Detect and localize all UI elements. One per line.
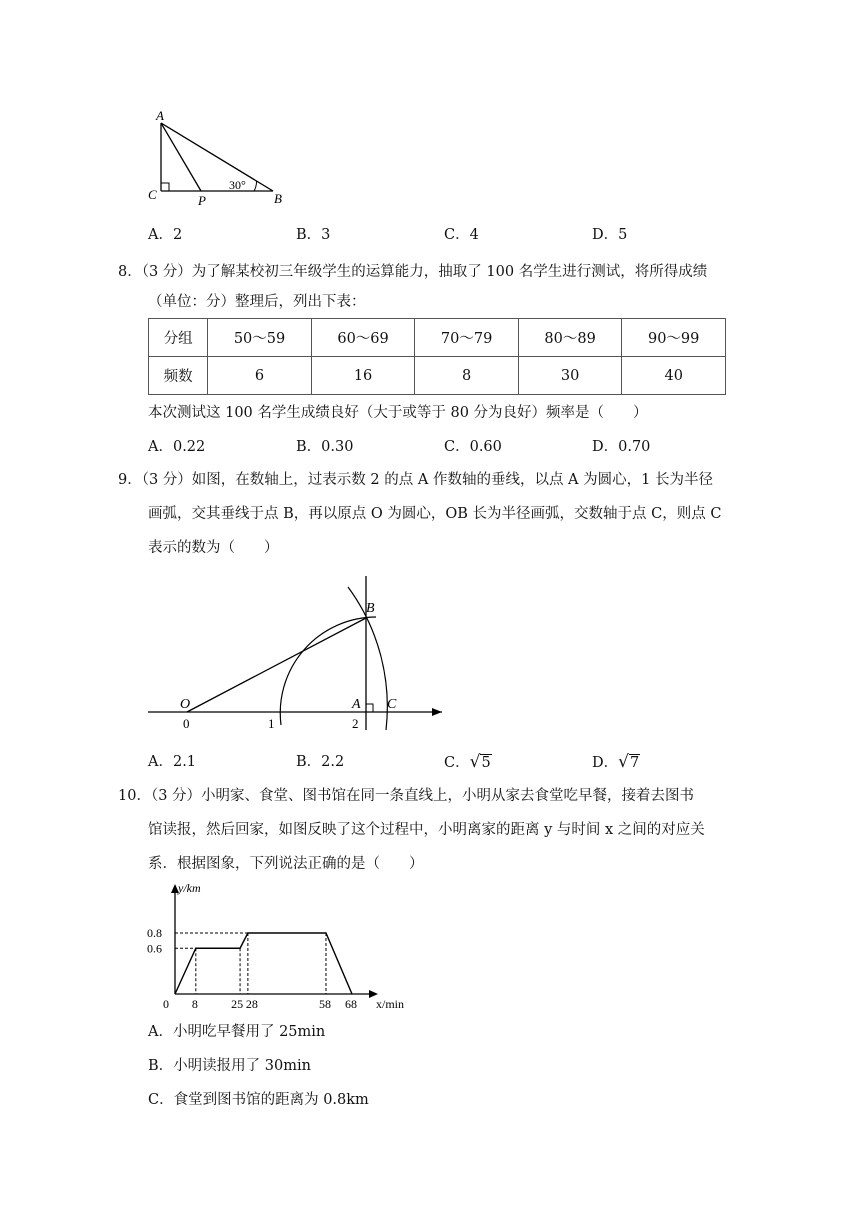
option-c-label: C．: [444, 755, 470, 771]
q7-option-a[interactable]: A．2: [148, 227, 183, 243]
x-tick-label: 8: [191, 997, 198, 1010]
y-tick-label: 0.8: [147, 926, 162, 940]
table-cell: 8: [415, 357, 519, 395]
label-b: B: [366, 601, 375, 616]
q7-triangle-figure: [140, 105, 300, 210]
sqrt-icon: √: [469, 752, 481, 772]
q9-number-line-figure: [140, 570, 460, 740]
table-header-cell: 80～89: [518, 319, 622, 357]
option-c-radicand: 5: [481, 755, 491, 771]
label-a: A: [156, 108, 164, 123]
q9-stem-line2: 画弧，交其垂线于点 B，再以原点 O 为圆心，OB 长为半径画弧，交数轴于点 C，则点 C: [148, 506, 722, 522]
q9-option-d[interactable]: [592, 752, 640, 773]
q10-stem-line2: 馆读报，然后回家，如图反映了这个过程中，小明离家的距离 y 与时间 x 之间的对应关: [148, 822, 705, 838]
table-header-cell: 90～99: [622, 319, 726, 357]
q8-stem-line1: 8．（3 分）为了解某校初三年级学生的运算能力，抽取了 100 名学生进行测试，将所得成绩: [118, 264, 708, 280]
tick-0: 0: [183, 716, 190, 731]
label-o: O: [180, 697, 191, 712]
q8-question: 本次测试这 100 名学生成绩良好（大于或等于 80 分为良好）频率是（ ）: [148, 405, 648, 421]
right-angle-mark: [366, 704, 373, 712]
sqrt-icon: √: [618, 752, 629, 772]
q8-option-c[interactable]: C．0.60: [444, 439, 502, 455]
q10-option-c[interactable]: C．食堂到图书馆的距离为 0.8km: [148, 1092, 369, 1108]
series-line: [175, 933, 352, 994]
segment-ap: [161, 123, 201, 191]
table-header-cell: 60～69: [311, 319, 415, 357]
right-angle-mark: [161, 183, 169, 191]
segment-ab: [161, 123, 273, 191]
q10-option-a[interactable]: A．小明吃早餐用了 25min: [148, 1024, 326, 1040]
label-b: B: [274, 191, 282, 206]
x-tick-label: 68: [345, 997, 357, 1010]
label-c: C: [148, 187, 157, 202]
q9-stem-line1: 9．（3 分）如图，在数轴上，过表示数 2 的点 A 作数轴的垂线，以点 A 为圆心，1 长为半径: [118, 472, 713, 488]
table-header-cell: 50～59: [208, 319, 312, 357]
table-row: [149, 319, 726, 357]
q9-stem-line3: 表示的数为（ ）: [148, 540, 279, 556]
option-d-label: D．: [592, 755, 619, 771]
axis-arrow: [432, 708, 442, 716]
x-tick-label: 25: [231, 997, 244, 1010]
table-row: [149, 357, 726, 395]
q8-option-a[interactable]: A．0.22: [148, 439, 206, 455]
x-tick-label: 0: [163, 997, 169, 1010]
y-axis-label: y/km: [178, 881, 201, 895]
label-a: A: [352, 697, 361, 712]
table-cell: 6: [208, 357, 312, 395]
segment-ob: [187, 618, 366, 712]
q10-distance-time-chart: [140, 880, 420, 1010]
table-cell: 40: [622, 357, 726, 395]
option-d-radicand: 7: [629, 755, 640, 771]
q8-frequency-table: [148, 318, 726, 395]
y-tick-label: 0.6: [147, 941, 162, 956]
q10-stem-line3: 系．根据图象，下列说法正确的是（ ）: [148, 856, 424, 872]
q8-option-b[interactable]: B．0.30: [296, 439, 354, 455]
x-tick-label: 28: [245, 997, 258, 1010]
label-p: P: [198, 193, 206, 208]
q7-option-b[interactable]: B．3: [296, 227, 331, 243]
tick-2: 2: [352, 716, 359, 731]
label-c: C: [387, 697, 397, 712]
table-cell: 频数: [149, 357, 208, 395]
table-cell: 30: [518, 357, 622, 395]
table-header-cell: 70～79: [415, 319, 519, 357]
x-axis-label: x/min: [376, 997, 405, 1010]
angle-arc-b: [254, 181, 257, 191]
q9-option-c[interactable]: [444, 752, 492, 773]
q8-stem-line2: （单位：分）整理后，列出下表：: [148, 294, 366, 310]
x-tick-label: 58: [318, 997, 331, 1010]
q9-option-b[interactable]: B．2.2: [296, 754, 345, 770]
q9-option-a[interactable]: A．2.1: [148, 754, 197, 770]
tick-1: 1: [268, 716, 275, 731]
q8-option-d[interactable]: D．0.70: [592, 439, 651, 455]
q10-stem-line1: 10．（3 分）小明家、食堂、图书馆在同一条直线上，小明从家去食堂吃早餐，接着去图书: [118, 788, 695, 804]
table-cell: 16: [311, 357, 415, 395]
label-30deg: 30°: [229, 178, 246, 192]
table-header-cell: 分组: [149, 319, 208, 357]
arc-center-a: [280, 617, 376, 725]
q7-option-d[interactable]: D．5: [592, 227, 628, 243]
q10-option-b[interactable]: B．小明读报用了 30min: [148, 1058, 311, 1074]
q7-option-c[interactable]: C．4: [444, 227, 479, 243]
